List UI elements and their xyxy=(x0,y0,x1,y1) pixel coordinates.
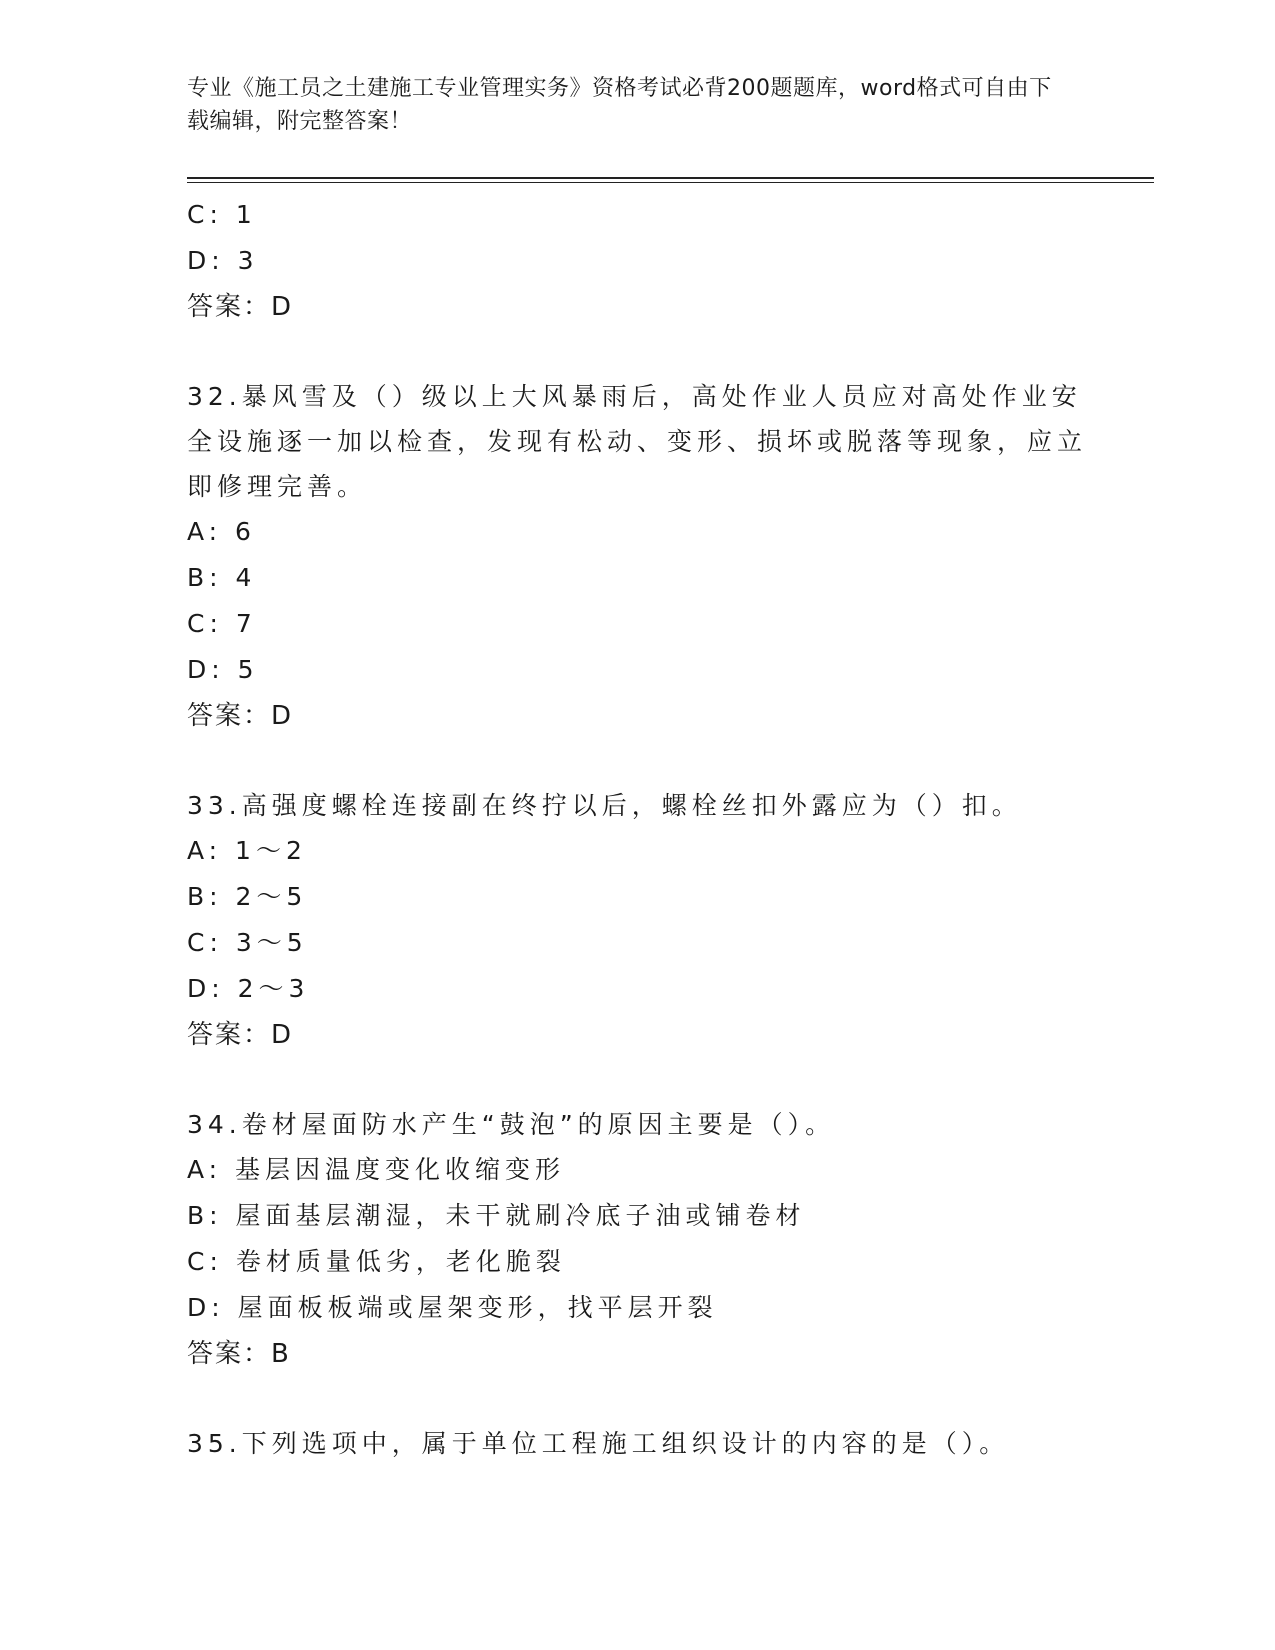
question-text: 35.下列选项中，属于单位工程施工组织设计的内容的是（）。 xyxy=(187,1429,1010,1458)
header-rule-thick xyxy=(187,177,1154,179)
option-c: C: 1 xyxy=(187,200,257,229)
option-a: A: 6 xyxy=(187,517,256,546)
answer: 答案：D xyxy=(187,292,294,322)
answer: 答案：D xyxy=(187,1020,294,1050)
question-35 xyxy=(187,1421,1087,1466)
question-33 xyxy=(187,783,1087,1058)
option-c: C: 3～5 xyxy=(187,928,308,957)
question-32 xyxy=(187,374,1087,739)
question-text: 32.暴风雪及（）级以上大风暴雨后，高处作业人员应对高处作业安全设施逐一加以检查，发现有松动、变形、损坏或脱落等现象，应立即修理完善。 xyxy=(187,382,1088,501)
document-header xyxy=(187,72,1067,138)
option-a: A: 基层因温度变化收缩变形 xyxy=(187,1155,566,1184)
option-b: B: 2～5 xyxy=(187,882,308,911)
question-34 xyxy=(187,1102,1087,1377)
option-c: C: 7 xyxy=(187,609,257,638)
option-d: D: 3 xyxy=(187,246,259,275)
option-c: C: 卷材质量低劣，老化脆裂 xyxy=(187,1247,566,1276)
option-b: B: 4 xyxy=(187,563,257,592)
question-text: 33.高强度螺栓连接副在终拧以后，螺栓丝扣外露应为（）扣。 xyxy=(187,791,1022,820)
header-title: 专业《施工员之土建施工专业管理实务》资格考试必背200题题库，word格式可自由下载编辑，附完整答案！ xyxy=(187,76,1052,134)
option-d: D: 2～3 xyxy=(187,974,310,1003)
answer: 答案：B xyxy=(187,1339,291,1369)
document-body xyxy=(187,192,1087,1466)
option-b: B: 屋面基层潮湿，未干就刷冷底子油或铺卷材 xyxy=(187,1201,806,1230)
option-d: D: 5 xyxy=(187,655,259,684)
option-a: A: 1～2 xyxy=(187,836,307,865)
option-d: D: 屋面板板端或屋架变形，找平层开裂 xyxy=(187,1293,718,1322)
question-31-tail xyxy=(187,192,1087,330)
header-rule-thin xyxy=(187,182,1154,183)
answer: 答案：D xyxy=(187,701,294,731)
question-text: 34.卷材屋面防水产生“鼓泡”的原因主要是（）。 xyxy=(187,1110,836,1139)
